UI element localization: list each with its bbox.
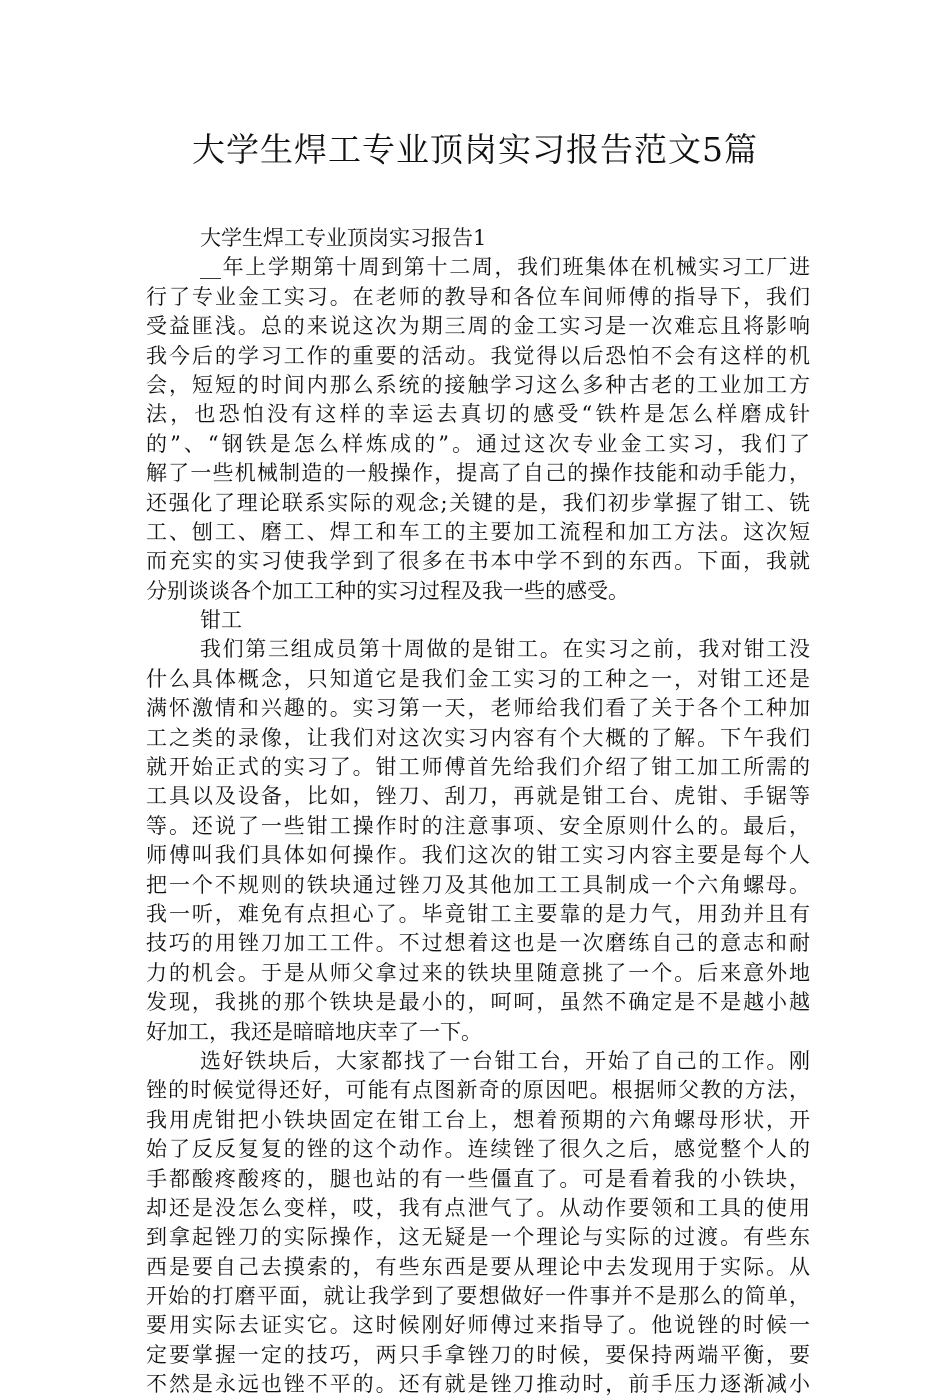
- text-line: 解了一些机械制造的一般操作，提高了自己的操作技能和动手能力，: [146, 461, 810, 486]
- text-line: __年上学期第十周到第十二周，我们班集体在机械实习工厂进: [200, 255, 810, 280]
- text-line: 的”、“钢铁是怎么样炼成的”。通过这次专业金工实习，我们了: [146, 431, 810, 456]
- text-line: 我今后的学习工作的重要的活动。我觉得以后恐怕不会有这样的机: [146, 343, 810, 368]
- text-line: 锉的时候觉得还好，可能有点图新奇的原因吧。根据师父教的方法，: [146, 1078, 810, 1103]
- text-line: 工之类的录像，让我们对这次实习内容有个大概的了解。下午我们: [146, 725, 810, 750]
- text-line: 选好铁块后，大家都找了一台钳工台，开始了自己的工作。刚: [200, 1048, 810, 1073]
- text-line: 工具以及设备，比如，锉刀、刮刀，再就是钳工台、虎钳、手锯等: [146, 784, 810, 809]
- text-line: 定要掌握一定的技巧，两只手拿锉刀的时候，要保持两端平衡，要: [146, 1342, 810, 1367]
- text-line: 把一个不规则的铁块通过锉刀及其他加工工具制成一个六角螺母。: [146, 872, 810, 897]
- text-line: 我们第三组成员第十周做的是钳工。在实习之前，我对钳工没: [200, 637, 810, 662]
- text-line: 受益匪浅。总的来说这次为期三周的金工实习是一次难忘且将影响: [146, 314, 810, 339]
- text-line: 西是要自己去摸索的，有些东西是要从理论中去发现用于实际。从: [146, 1254, 810, 1279]
- text-line: 满怀激情和兴趣的。实习第一天，老师给我们看了关于各个工种加: [146, 696, 810, 721]
- document-title: 大学生焊工专业顶岗实习报告范文5篇: [192, 130, 758, 169]
- text-line: 钳工: [200, 608, 242, 633]
- text-line: 分别谈谈各个加工工种的实习过程及我一些的感受。: [146, 578, 629, 603]
- text-line: 要用实际去证实它。这时候刚好师傅过来指导了。他说锉的时候一: [146, 1313, 810, 1338]
- text-line: 还强化了理论联系实际的观念;关键的是，我们初步掌握了钳工、铣: [146, 490, 810, 515]
- text-line: 就开始正式的实习了。钳工师傅首先给我们介绍了钳工加工所需的: [146, 755, 810, 780]
- text-line: 却还是没怎么变样，哎，我有点泄气了。从动作要领和工具的使用: [146, 1195, 810, 1220]
- text-line: 发现，我挑的那个铁块是最小的，呵呵，虽然不确定是不是越小越: [146, 990, 810, 1015]
- text-line: 我用虎钳把小铁块固定在钳工台上，想着预期的六角螺母形状，开: [146, 1107, 810, 1132]
- text-line: 而充实的实习使我学到了很多在书本中学不到的东西。下面，我就: [146, 549, 810, 574]
- text-line: 会，短短的时间内那么系统的接触学习这么多种古老的工业加工方: [146, 372, 810, 397]
- text-line: 行了专业金工实习。在老师的教导和各位车间师傅的指导下，我们: [146, 284, 810, 309]
- text-line: 开始的打磨平面，就让我学到了要想做好一件事并不是那么的简单，: [146, 1284, 810, 1309]
- document-body: [146, 224, 810, 1400]
- text-line: 手都酸疼酸疼的，腿也站的有一些僵直了。可是看着我的小铁块，: [146, 1166, 810, 1191]
- text-line: 我一听，难免有点担心了。毕竟钳工主要靠的是力气，用劲并且有: [146, 901, 810, 926]
- text-line: 到拿起锉刀的实际操作，这无疑是一个理论与实际的过渡。有些东: [146, 1225, 810, 1250]
- text-line: 大学生焊工专业顶岗实习报告1: [200, 226, 487, 250]
- text-line: 法，也恐怕没有这样的幸运去真切的感受“铁杵是怎么样磨成针: [146, 402, 810, 427]
- text-line: 技巧的用锉刀加工工件。不过想着这也是一次磨练自己的意志和耐: [146, 931, 810, 956]
- text-line: 不然是永远也锉不平的。还有就是锉刀推动时，前手压力逐渐减小: [146, 1372, 810, 1397]
- text-line: 始了反反复复的锉的这个动作。连续锉了很久之后，感觉整个人的: [146, 1137, 810, 1162]
- text-line: 师傅叫我们具体如何操作。我们这次的钳工实习内容主要是每个人: [146, 843, 810, 868]
- text-line: 好加工，我还是暗暗地庆幸了一下。: [146, 1019, 482, 1044]
- text-line: 等。还说了一些钳工操作时的注意事项、安全原则什么的。最后，: [146, 813, 810, 838]
- text-line: 什么具体概念，只知道它是我们金工实习的工种之一，对钳工还是: [146, 666, 810, 691]
- text-line: 力的机会。于是从师父拿过来的铁块里随意挑了一个。后来意外地: [146, 960, 810, 985]
- text-line: 工、刨工、磨工、焊工和车工的主要加工流程和加工方法。这次短: [146, 519, 810, 544]
